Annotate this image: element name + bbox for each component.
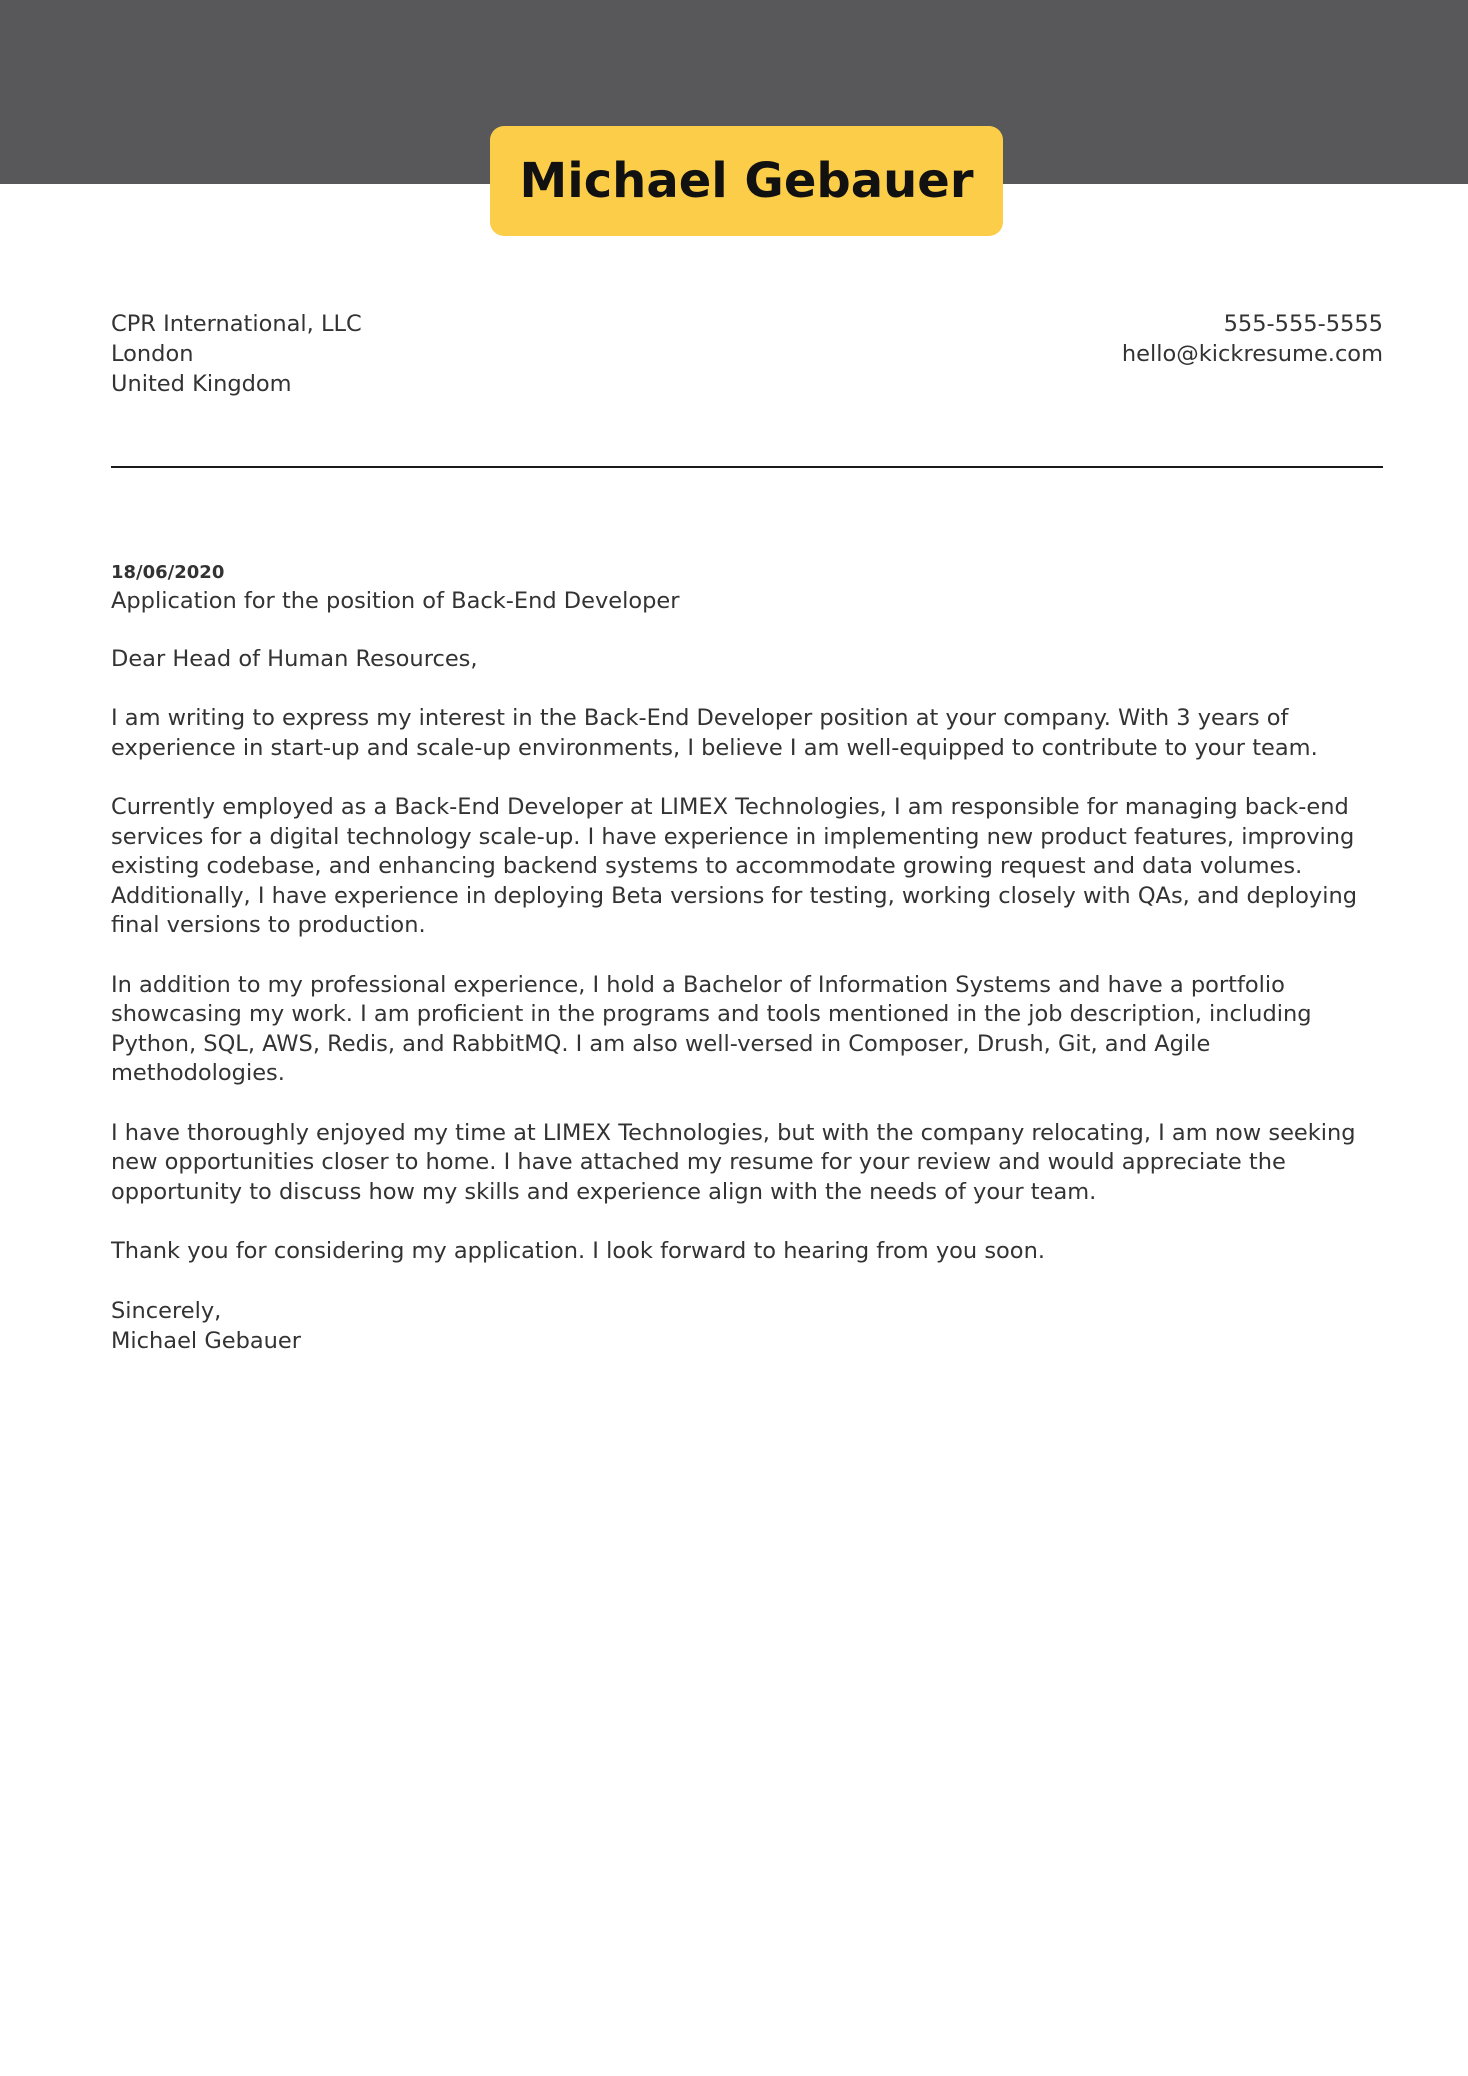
sender-contact (1122, 309, 1383, 369)
paragraph-5: Thank you for considering my application. I look forward to hearing from you soon. (111, 1237, 1045, 1264)
recipient-city: London (111, 341, 194, 367)
recipient-company: CPR International, LLC (111, 311, 362, 337)
letter-body (111, 560, 1383, 1356)
salutation: Dear Head of Human Resources, (111, 646, 478, 672)
paragraph-4: I have thoroughly enjoyed my time at LIMEX Technologies, but with the company relocating, I am now seeking new opportunities closer to home. I have attached my resume for your review and would appreciate the opportunity to discuss how my skills and experience align with the needs of your team. (111, 1119, 1356, 1205)
paragraph-2: Currently employed as a Back-End Developer at LIMEX Technologies, I am responsible for managing back-end services for a digital technology scale-up. I have experience in implementing new product features, improving existing codebase, and enhancing backend systems to accommodate growing request and data volumes. Additionally, I have experience in deploying Beta versions for testing, working closely with QAs, and deploying final versions to production. (111, 793, 1357, 939)
paragraph-1: I am writing to express my interest in the Back-End Developer position at your company. With 3 years of experience in start-up and scale-up environments, I believe I am well-equipped to contribute to your team. (111, 705, 1318, 761)
recipient-address (111, 309, 362, 399)
recipient-country: United Kingdom (111, 371, 292, 397)
signature-name: Michael Gebauer (111, 1328, 302, 1355)
name-banner (490, 126, 1003, 236)
sender-phone: 555-555-5555 (1223, 311, 1383, 337)
letter-date: 18/06/2020 (111, 562, 225, 583)
sender-email: hello@kickresume.com (1121, 341, 1383, 367)
paragraph-3: In addition to my professional experience, I hold a Bachelor of Information Systems and have a portfolio showcasing my work. I am proficient in the programs and tools mentioned in the job description, including Python, SQL, AWS, Redis, and RabbitMQ. I am also well-versed in Composer, Drush, Git, and Agile methodologies. (111, 971, 1312, 1087)
divider (111, 466, 1383, 468)
closing: Sincerely, (111, 1298, 222, 1325)
applicant-name: Michael Gebauer (519, 153, 974, 209)
letter-subject: Application for the position of Back-End Developer (111, 588, 680, 614)
